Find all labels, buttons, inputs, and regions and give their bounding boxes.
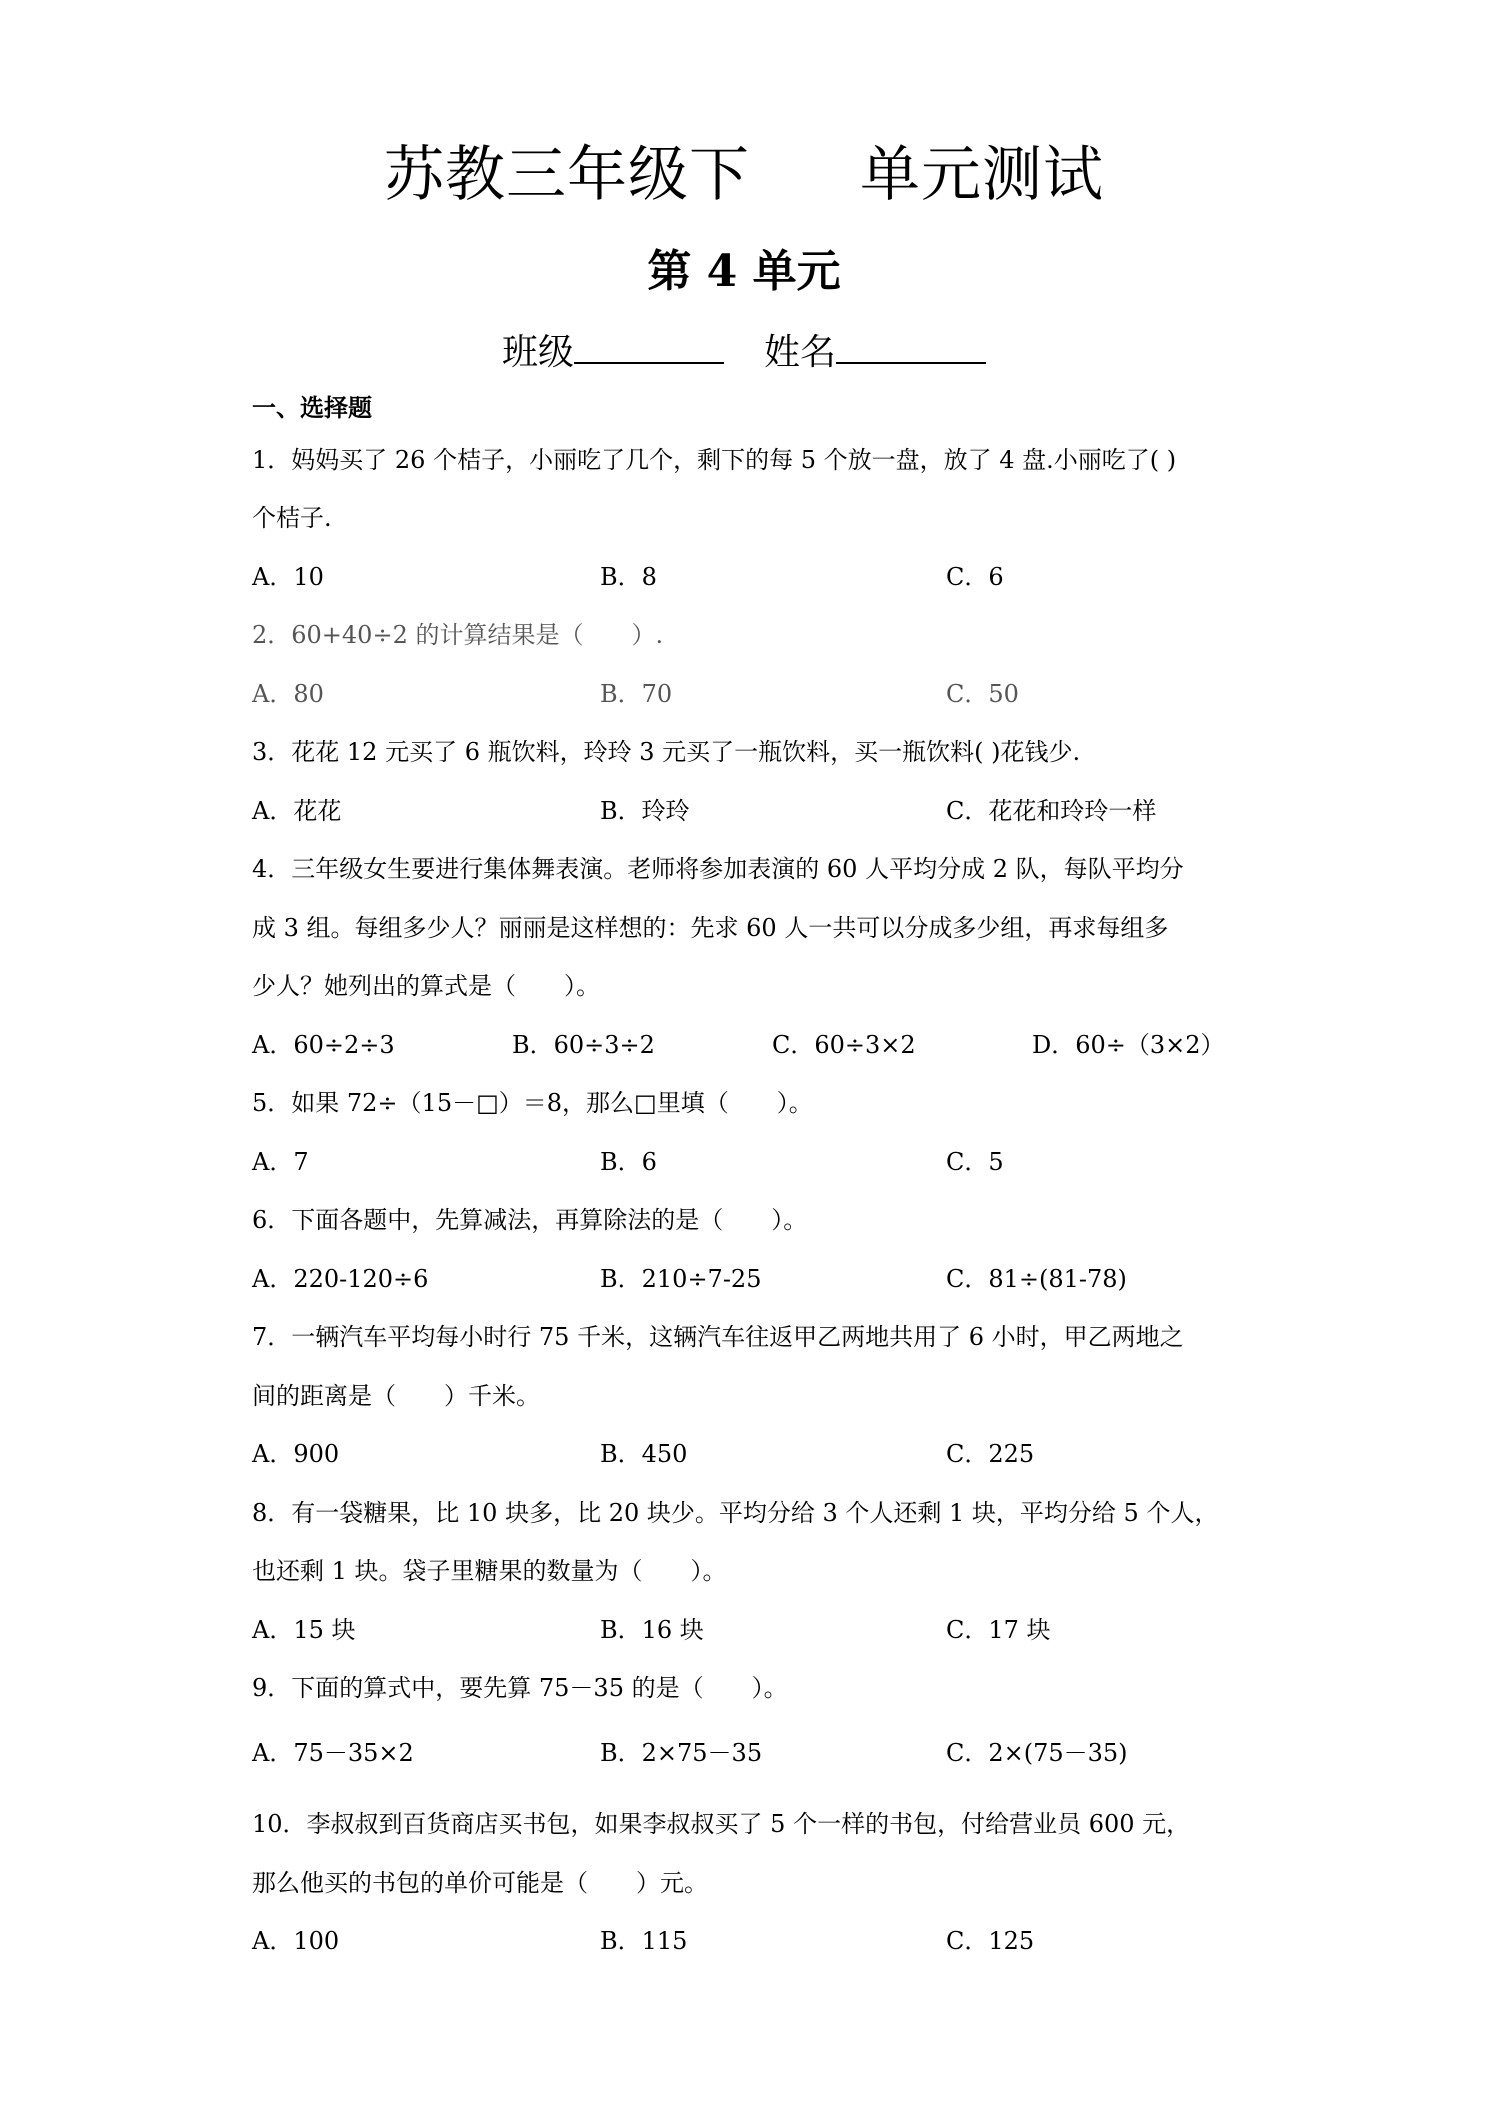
question-6-line-1: 6．下面各题中，先算减法，再算除法的是（ ）。 xyxy=(252,1206,808,1234)
question-8-option-a[interactable]: A．15 块 xyxy=(252,1616,356,1644)
question-4-option-c[interactable]: C．60÷3×2 xyxy=(772,1031,916,1059)
question-8-line-1: 8．有一袋糖果，比 10 块多，比 20 块少。平均分给 3 个人还剩 1 块，平均分给 5 个人， xyxy=(252,1499,1219,1527)
class-blank[interactable] xyxy=(574,322,724,364)
question-1-line-1: 1．妈妈买了 26 个桔子，小丽吃了几个，剩下的每 5 个放一盘，放了 4 盘.小丽吃了( ) xyxy=(252,446,1177,474)
question-9-option-c[interactable]: C．2×(75－35) xyxy=(946,1739,1128,1767)
question-10-line-2: 那么他买的书包的单价可能是（ ）元。 xyxy=(252,1869,708,1897)
question-4-line-3: 少人？她列出的算式是（ ）。 xyxy=(252,972,600,1000)
question-7-option-b[interactable]: B．450 xyxy=(600,1440,688,1468)
question-4-option-b[interactable]: B．60÷3÷2 xyxy=(512,1031,655,1059)
question-7-line-1: 7．一辆汽车平均每小时行 75 千米，这辆汽车往返甲乙两地共用了 6 小时，甲乙两地之 xyxy=(252,1323,1184,1351)
question-6-option-a[interactable]: A．220-120÷6 xyxy=(252,1265,429,1293)
question-5-option-b[interactable]: B．6 xyxy=(600,1148,657,1176)
question-4-option-a[interactable]: A．60÷2÷3 xyxy=(252,1031,395,1059)
question-9-option-a[interactable]: A．75－35×2 xyxy=(252,1739,414,1767)
question-6-option-b[interactable]: B．210÷7-25 xyxy=(600,1265,762,1293)
question-7-option-c[interactable]: C．225 xyxy=(946,1440,1035,1468)
question-9-line-1: 9．下面的算式中，要先算 75－35 的是（ ）。 xyxy=(252,1674,788,1702)
name-blank[interactable] xyxy=(836,322,986,364)
question-7-option-a[interactable]: A．900 xyxy=(252,1440,340,1468)
section-heading: 一、选择题 xyxy=(252,394,372,422)
page-title xyxy=(0,130,1488,220)
question-1-option-b[interactable]: B．8 xyxy=(600,563,657,591)
question-7-line-2: 间的距离是（ ）千米。 xyxy=(252,1382,540,1410)
question-2-option-b[interactable]: B．70 xyxy=(600,680,673,708)
question-3-line-1: 3．花花 12 元买了 6 瓶饮料，玲玲 3 元买了一瓶饮料，买一瓶饮料( )花钱少. xyxy=(252,738,1081,766)
question-9-option-b[interactable]: B．2×75－35 xyxy=(600,1739,763,1767)
question-8-line-2: 也还剩 1 块。袋子里糖果的数量为（ ）。 xyxy=(252,1557,727,1585)
question-4-line-1: 4．三年级女生要进行集体舞表演。老师将参加表演的 60 人平均分成 2 队，每队平均分 xyxy=(252,855,1184,883)
title-right: 单元测试 xyxy=(860,140,1104,210)
question-4-option-d[interactable]: D．60÷（3×2） xyxy=(1032,1031,1225,1059)
question-1-option-a[interactable]: A．10 xyxy=(252,563,324,591)
title-left: 苏教三年级下 xyxy=(384,140,750,210)
question-10-option-c[interactable]: C．125 xyxy=(946,1927,1035,1955)
question-2-line-1: 2．60+40÷2 的计算结果是（ ）. xyxy=(252,621,664,649)
question-8-option-c[interactable]: C．17 块 xyxy=(946,1616,1051,1644)
question-5-option-c[interactable]: C．5 xyxy=(946,1148,1004,1176)
question-1-option-c[interactable]: C．6 xyxy=(946,563,1004,591)
question-10-option-b[interactable]: B．115 xyxy=(600,1927,688,1955)
question-2-option-a[interactable]: A．80 xyxy=(252,680,324,708)
question-6-option-c[interactable]: C．81÷(81-78) xyxy=(946,1265,1127,1293)
question-1-line-2: 个桔子. xyxy=(252,504,332,532)
question-5-option-a[interactable]: A．7 xyxy=(252,1148,309,1176)
unit-subtitle: 第 4 单元 xyxy=(647,246,841,297)
question-2-option-c[interactable]: C．50 xyxy=(946,680,1019,708)
question-5-line-1: 5．如果 72÷（15－□）＝8，那么□里填（ ）。 xyxy=(252,1089,813,1117)
student-info-line xyxy=(0,322,1488,381)
class-label: 班级 xyxy=(501,332,574,373)
question-3-option-c[interactable]: C．花花和玲玲一样 xyxy=(946,797,1157,825)
name-label: 姓名 xyxy=(764,332,837,373)
question-10-line-1: 10．李叔叔到百货商店买书包，如果李叔叔买了 5 个一样的书包，付给营业员 600 元， xyxy=(252,1810,1191,1838)
question-8-option-b[interactable]: B．16 块 xyxy=(600,1616,704,1644)
question-3-option-b[interactable]: B．玲玲 xyxy=(600,797,690,825)
question-4-line-2: 成 3 组。每组多少人？丽丽是这样想的：先求 60 人一共可以分成多少组，再求每组多 xyxy=(252,914,1169,942)
question-3-option-a[interactable]: A．花花 xyxy=(252,797,342,825)
question-10-option-a[interactable]: A．100 xyxy=(252,1927,340,1955)
